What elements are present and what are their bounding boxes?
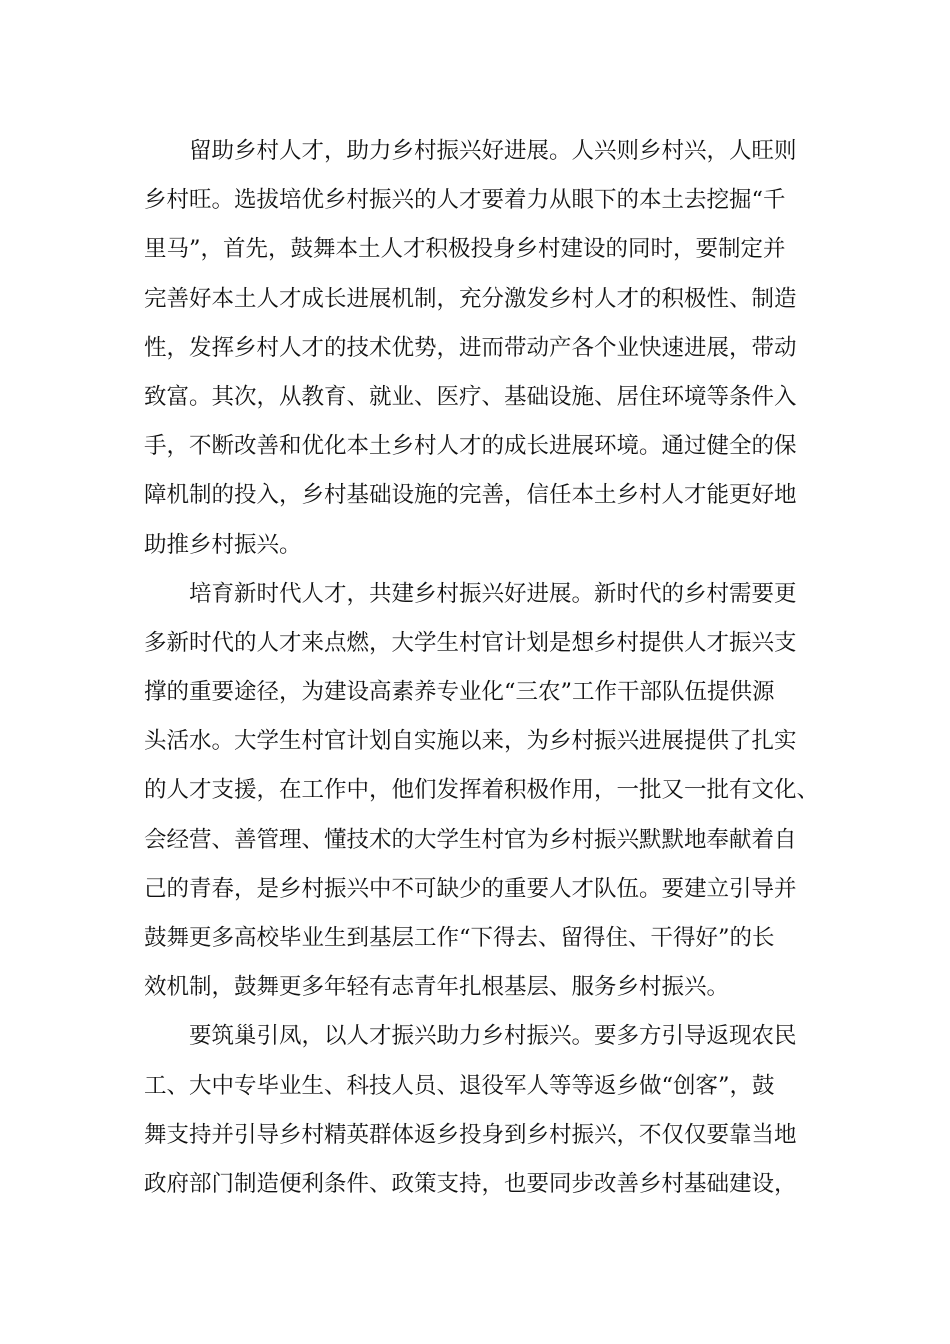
text-line: 性，发挥乡村人才的技术优势，进而带动产各个业快速进展，带动 <box>144 334 797 361</box>
text-line: 助推乡村振兴。 <box>144 531 302 558</box>
text-line: 里马”，首先，鼓舞本土人才积极投身乡村建设的同时，要制定并 <box>144 236 786 263</box>
text-line: 留助乡村人才，助力乡村振兴好进展。人兴则乡村兴，人旺则 <box>189 138 797 164</box>
text-line: 完善好本土人才成长进展机制，充分激发乡村人才的积极性、制造 <box>144 285 797 312</box>
text-line: 头活水。大学生村官计划自实施以来，为乡村振兴进展提供了扎实 <box>144 728 797 755</box>
text-line: 鼓舞更多高校毕业生到基层工作“下得去、留得住、干得好”的长 <box>144 925 775 951</box>
text-line: 舞支持并引导乡村精英群体返乡投身到乡村振兴，不仅仅要靠当地 <box>144 1121 797 1148</box>
text-line: 致富。其次，从教育、就业、医疗、基础设施、居住环境等条件入 <box>144 383 797 410</box>
text-line: 工、大中专毕业生、科技人员、退役军人等等返乡做“创客”，鼓 <box>144 1072 775 1099</box>
paragraph <box>144 1012 814 1209</box>
text-line: 的人才支援，在工作中，他们发挥着积极作用，一批又一批有文化、 <box>144 777 820 804</box>
text-line: 障机制的投入，乡村基础设施的完善，信任本土乡村人才能更好地 <box>144 482 797 509</box>
text-line: 效机制，鼓舞更多年轻有志青年扎根基层、服务乡村振兴。 <box>144 974 730 1001</box>
body-text <box>144 127 820 1209</box>
paragraph <box>144 570 820 1013</box>
text-line: 会经营、善管理、懂技术的大学生村官为乡村振兴默默地奉献着自 <box>144 826 797 853</box>
text-line: 手，不断改善和优化本土乡村人才的成长进展环境。通过健全的保 <box>144 433 797 460</box>
text-line: 己的青春，是乡村振兴中不可缺少的重要人才队伍。要建立引导并 <box>144 875 797 902</box>
paragraph <box>144 127 814 570</box>
text-line: 多新时代的人才来点燃，大学生村官计划是想乡村提供人才振兴支 <box>144 629 797 656</box>
text-line: 要筑巢引凤，以人才振兴助力乡村振兴。要多方引导返现农民 <box>189 1023 797 1050</box>
text-line: 政府部门制造便利条件、政策支持，也要同步改善乡村基础建设， <box>144 1170 797 1197</box>
text-line: 培育新时代人才，共建乡村振兴好进展。新时代的乡村需要更 <box>189 580 797 607</box>
text-line: 撑的重要途径，为建设高素养专业化“三农”工作干部队伍提供源 <box>144 679 775 706</box>
text-line: 乡村旺。选拔培优乡村振兴的人才要着力从眼下的本土去挖掘“千 <box>144 187 786 214</box>
